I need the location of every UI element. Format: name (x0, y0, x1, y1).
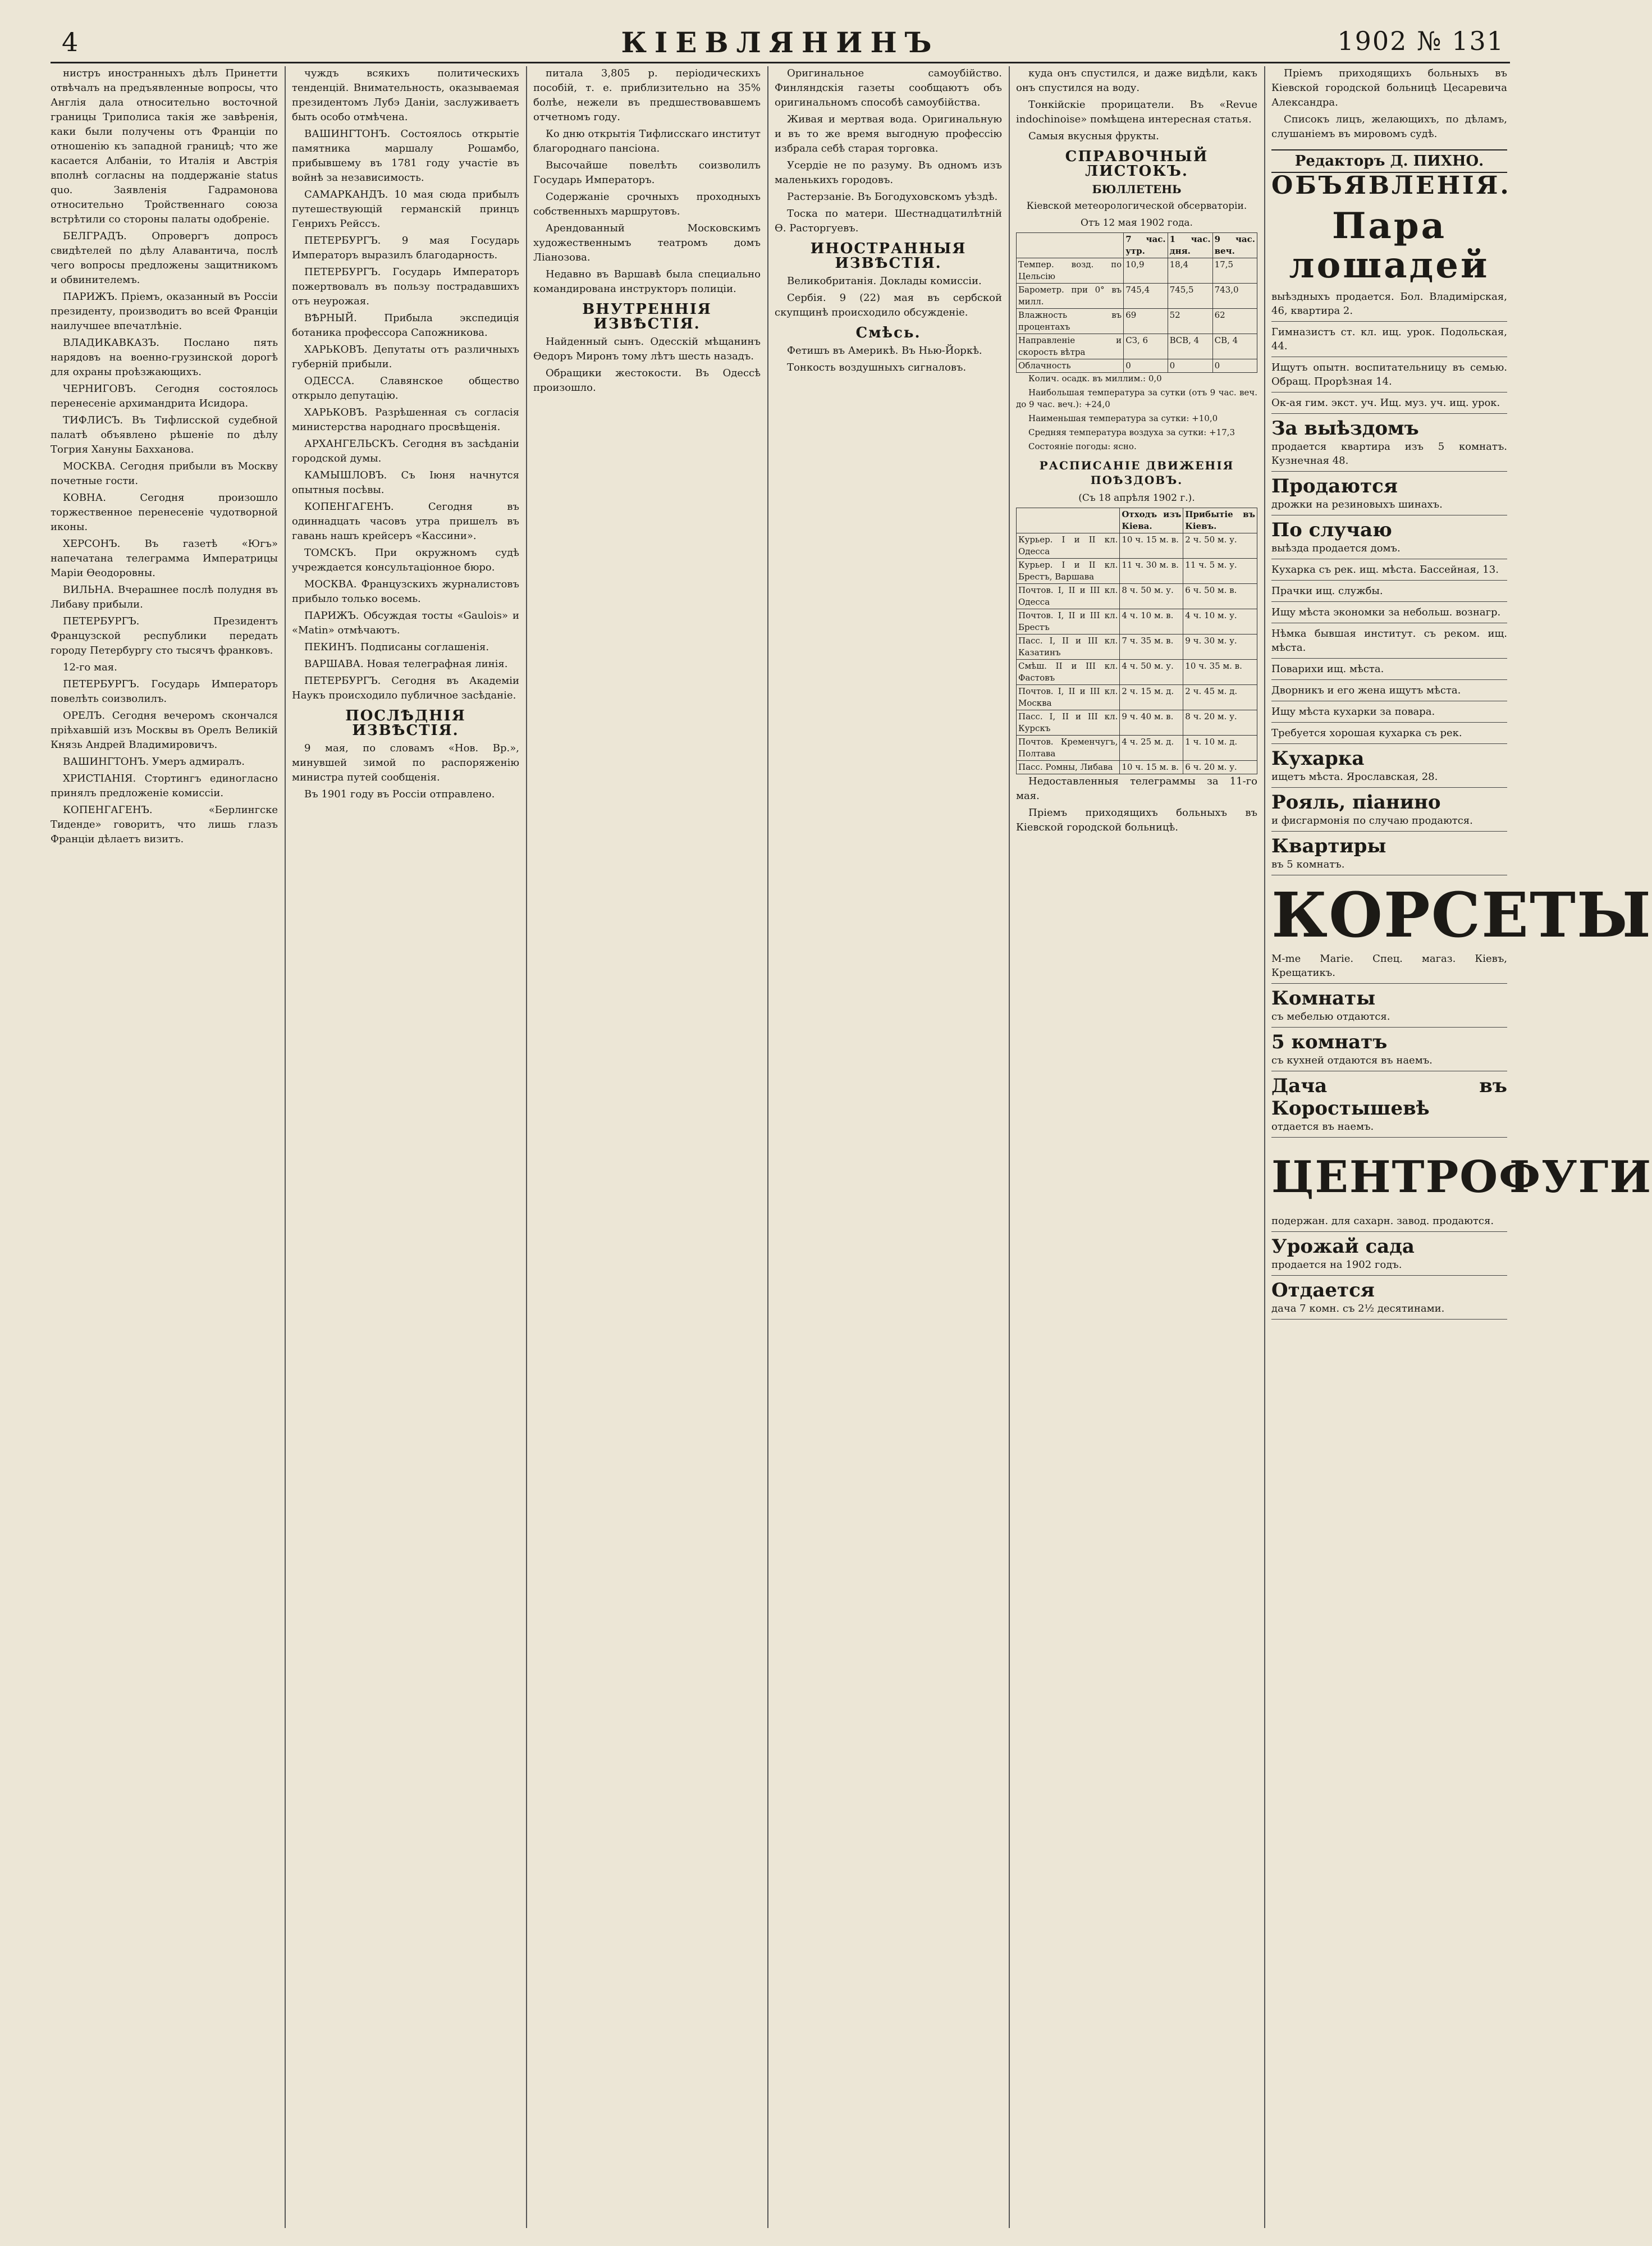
classified-ad (1271, 322, 1507, 357)
table-cell: Направленіе и скорость вѣтра (1017, 334, 1124, 359)
column-divider (526, 66, 527, 2228)
news-paragraph: ВАШИНГТОНЪ. Состоялось открытіе памятника маршалу Рошамбо, прибывшему въ 1781 году участіе въ войнѣ за независимость. (292, 128, 519, 184)
table-cell: СВ, 4 (1212, 334, 1257, 359)
ad-text: Ищутъ опытн. воспитательницу въ семью. Обращ. Прорѣзная 14. (1271, 362, 1507, 387)
news-paragraph: ЧЕРНИГОВЪ. Сегодня состоялось перенесеніе архимандрита Исидора. (51, 383, 278, 409)
classified-ad (1271, 392, 1507, 414)
ad-text: въ 5 комнатъ. (1271, 859, 1345, 870)
train-schedule-table (1016, 508, 1257, 774)
table-cell: 62 (1212, 309, 1257, 334)
table-cell: 0 (1212, 359, 1257, 373)
news-paragraph: САМАРКАНДЪ. 10 мая сюда прибылъ путешествующій германскій принцъ Генрихъ Рейссъ. (292, 189, 519, 230)
ad-headline: Кухарка (1271, 747, 1365, 770)
table-cell: Почтов. I, II и III кл. Одесса (1017, 584, 1120, 609)
classified-ad (1271, 832, 1507, 875)
table-cell: 9 ч. 30 м. у. (1183, 634, 1257, 660)
news-paragraph: Содержаніе срочныхъ проходныхъ собственныхъ маршрутовъ. (533, 191, 761, 217)
news-paragraph: ОДЕССА. Славянское общество открыло депутацію. (292, 375, 519, 401)
ad-text: Требуется хорошая кухарка съ рек. (1271, 727, 1462, 739)
column-1 (51, 66, 278, 2228)
ad-text: подержан. для сахарн. завод. продаются. (1271, 1215, 1494, 1227)
news-paragraph: Живая и мертвая вода. Оригинальную и въ то же время выгодную профессію избрала себѣ старая торговка. (775, 113, 1002, 154)
news-paragraph: ВАРШАВА. Новая телеграфная линія. (304, 658, 508, 670)
news-paragraph: ПЕТЕРБУРГЪ. 9 мая Государь Императоръ выразилъ благодарность. (292, 235, 519, 261)
news-paragraph: КОПЕНГАГЕНЪ. «Берлингске Тиденде» говоритъ, что лишь глазъ Франціи дѣлаетъ визитъ. (51, 804, 278, 845)
news-paragraph: Въ 1901 году въ Россіи отправлено. (304, 788, 495, 800)
news-paragraph: ПАРИЖЪ. Пріемъ, оказанный въ Россіи президенту, производитъ во всей Франціи наилучшее впечатлѣніе. (51, 291, 278, 332)
news-paragraph: 12-го мая. (63, 661, 117, 673)
news-paragraph: Великобританія. Доклады комиссіи. (787, 275, 982, 287)
table-row (1017, 258, 1257, 284)
classified-ad (1271, 1276, 1507, 1320)
ad-text: выѣздныхъ продается. Бол. Владимірская, 46, квартира 2. (1271, 291, 1507, 317)
table-cell: Почтов. I, II и III кл. Москва (1017, 685, 1120, 710)
table-cell: 1 ч. 10 м. д. (1183, 736, 1257, 761)
table-row (1017, 334, 1257, 359)
weather-note: Наибольшая температура за сутки (отъ 9 час. веч. до 9 час. веч.): +24,0 (1016, 387, 1257, 409)
ad-headline: Дача въ Коростышевѣ (1271, 1075, 1507, 1120)
table-cell: 0 (1168, 359, 1212, 373)
news-paragraph: куда онъ спустился, и даже видѣли, какъ онъ спустился на воду. (1016, 67, 1257, 94)
news-paragraph: ОРЕЛЪ. Сегодня вечеромъ скончался пріѣхавшій изъ Москвы въ Орелъ Великій Князь Андрей Владимировичъ. (51, 710, 278, 751)
ad-headline: Пара лошадей (1289, 205, 1490, 286)
table-cell: 18,4 (1168, 258, 1212, 284)
news-paragraph: Фетишъ въ Америкѣ. Въ Нью-Йоркѣ. (787, 345, 982, 357)
classified-ad (1271, 1232, 1507, 1276)
news-paragraph: КАМЫШЛОВЪ. Съ Іюня начнутся опытныя посѣвы. (292, 469, 519, 496)
table-row (1017, 584, 1257, 609)
misc-heading: Смѣсь. (855, 325, 921, 341)
table-row (1017, 533, 1257, 559)
table-row (1017, 634, 1257, 660)
ad-headline: Урожай сада (1271, 1235, 1415, 1258)
classified-ad (1271, 788, 1507, 832)
classified-ad (1271, 744, 1507, 788)
news-paragraph: чуждъ всякихъ политическихъ тенденцій. Внимательность, оказываемая президентомъ Лубэ Даніи, заслуживаетъ быть особо отмѣчена. (292, 67, 519, 123)
weather-table (1016, 232, 1257, 373)
table-row (1017, 685, 1257, 710)
table-header-cell: 1 час. дня. (1168, 233, 1212, 258)
ad-text: выѣзда продается домъ. (1271, 542, 1401, 554)
ad-text: отдается въ наемъ. (1271, 1121, 1374, 1133)
news-paragraph: ВАШИНГТОНЪ. Умеръ адмиралъ. (63, 756, 245, 768)
ad-headline: 5 комнатъ (1271, 1031, 1388, 1053)
ad-text: Ищу мѣста кухарки за повара. (1271, 706, 1435, 718)
news-paragraph: КОПЕНГАГЕНЪ. Сегодня въ одиннадцать часовъ утра пришелъ въ гавань нашъ крейсеръ «Кассини». (292, 501, 519, 542)
table-header-cell: Прибытіе въ Кіевъ. (1183, 508, 1257, 533)
column-4 (775, 66, 1002, 2228)
table-cell: 9 ч. 40 м. в. (1120, 710, 1183, 736)
news-paragraph: Найденный сынъ. Одесскій мѣщанинъ Ѳедоръ Миронъ тому лѣтъ шесть назадъ. (533, 336, 761, 362)
news-paragraph: Списокъ лицъ, желающихъ, по дѣламъ, слушаніемъ въ мировомъ судѣ. (1271, 113, 1507, 140)
table-cell: 2 ч. 45 м. д. (1183, 685, 1257, 710)
news-paragraph: ПЕТЕРБУРГЪ. Президентъ Французской республики передать городу Петербургу сто тысячъ франковъ. (51, 615, 278, 656)
news-paragraph: ХЕРСОНЪ. Въ газетѣ «Югъ» напечатана телеграмма Императрицы Маріи Ѳеодоровны. (51, 538, 278, 579)
column-2 (292, 66, 519, 2228)
table-cell: 11 ч. 5 м. у. (1183, 559, 1257, 584)
table-cell: Пасс. Ромны, Либава (1017, 761, 1120, 774)
news-paragraph: Высочайше повелѣть соизволилъ Государь Императоръ. (533, 159, 761, 186)
classified-ad (1271, 984, 1507, 1028)
trains-heading: РАСПИСАНІЕ ДВИЖЕНІЯ ПОѢЗДОВЪ. (1039, 459, 1234, 487)
ad-text: Гимназистъ ст. кл. ищ. урок. Подольская, 44. (1271, 326, 1507, 352)
table-cell: 0 (1124, 359, 1168, 373)
news-paragraph: КОВНА. Сегодня произошло торжественное перенесеніе чудотворной иконы. (51, 492, 278, 533)
column-divider (1009, 66, 1010, 2228)
news-paragraph: ПЕТЕРБУРГЪ. Сегодня въ Академіи Наукъ происходило публичное засѣданіе. (292, 675, 519, 701)
weather-note: Средняя температура воздуха за сутки: +17,3 (1028, 427, 1235, 437)
table-cell: 7 ч. 35 м. в. (1120, 634, 1183, 660)
news-paragraph: нистръ иностранныхъ дѣлъ Принетти отвѣчалъ на предъявленные вопросы, что Англія дала относительно восточной границы Триполиса такія же завѣренія, каки были получены отъ Франціи по отношенію къ западной границѣ; что же касается Албаніи, то Италія и Австрія вполнѣ согласны на поддержаніе status quo. Заявленія Гадрамонова относительно Тройственнаго союза встрѣтили со стороны палаты одобреніе. (51, 67, 278, 225)
table-header-cell (1017, 508, 1120, 533)
table-cell: 10,9 (1124, 258, 1168, 284)
weather-note: Наименьшая температура за сутки: +10,0 (1028, 413, 1218, 423)
issue-number: 1902 № 131 (1337, 26, 1504, 56)
column-6 (1271, 66, 1652, 2228)
news-paragraph: ПАРИЖЪ. Обсуждая тосты «Gaulois» и «Matin» отмѣчаютъ. (292, 610, 519, 636)
table-cell: 52 (1168, 309, 1212, 334)
table-cell: 6 ч. 20 м. у. (1183, 761, 1257, 774)
news-paragraph: ПЕКИНЪ. Подписаны соглашенія. (304, 641, 489, 653)
weather-note: Состояніе погоды: ясно. (1028, 441, 1137, 451)
classified-ad (1271, 515, 1507, 559)
news-paragraph: ХРИСТІАНІЯ. Стортингъ единогласно принялъ предложеніе комиссіи. (51, 773, 278, 799)
table-cell: Смѣш. II и III кл. Фастовъ (1017, 660, 1120, 685)
table-cell: 10 ч. 15 м. в. (1120, 533, 1183, 559)
table-cell: 69 (1124, 309, 1168, 334)
table-header-row (1017, 233, 1257, 258)
column-5 (1016, 66, 1257, 2228)
column-divider (767, 66, 768, 2228)
news-paragraph: Растерзаніе. Въ Богодуховскомъ уѣздѣ. (787, 191, 998, 203)
table-cell: 743,0 (1212, 284, 1257, 309)
news-paragraph: БЕЛГРАДЪ. Опровергъ допросъ свидѣтелей по дѣлу Алавантича, послѣ чего вопросы предложены защитникомъ и обвинителемъ. (51, 230, 278, 286)
ad-text: продается на 1902 годъ. (1271, 1259, 1402, 1271)
news-paragraph: Самыя вкусныя фрукты. (1028, 130, 1159, 142)
table-cell: Барометр. при 0° въ милл. (1017, 284, 1124, 309)
news-paragraph: Арендованный Московскимъ художественнымъ театромъ домъ Ліанозова. (533, 222, 761, 263)
news-paragraph: ПЕТЕРБУРГЪ. Государь Императоръ повелѣть соизволилъ. (51, 678, 278, 705)
table-cell: Курьер. I и II кл. Брестъ, Варшава (1017, 559, 1120, 584)
ad-text: Дворникъ и его жена ищутъ мѣста. (1271, 684, 1461, 696)
news-paragraph: Тоска по матери. Шестнадцатилѣтній Ѳ. Расторгуевъ. (775, 208, 1002, 234)
ad-headline: Рояль, піанино (1271, 791, 1441, 814)
news-paragraph: МОСКВА. Сегодня прибыли въ Москву почетные гости. (51, 460, 278, 487)
table-header-cell: 9 час. веч. (1212, 233, 1257, 258)
news-paragraph: ТОМСКЪ. При окружномъ судѣ учреждается консультаціонное бюро. (292, 547, 519, 573)
table-cell: 10 ч. 15 м. в. (1120, 761, 1183, 774)
column-3 (533, 66, 761, 2228)
news-paragraph: Недоставленныя телеграммы за 11-го мая. (1016, 775, 1257, 802)
newspaper-title: КІЕВЛЯНИНЪ (621, 26, 940, 59)
table-cell: Почтов. I, II и III кл. Брестъ (1017, 609, 1120, 634)
masthead (51, 22, 1510, 63)
news-paragraph: Ко дню открытія Тифлисскаго институт благороднаго пансіона. (533, 128, 761, 154)
ad-text: Ищу мѣста экономки за небольш. вознагр. (1271, 606, 1501, 618)
ad-text: M-me Marie. Спец. магаз. Кіевъ, Крещатикъ. (1271, 953, 1507, 979)
news-paragraph: Тонкость воздушныхъ сигналовъ. (787, 362, 967, 373)
table-row (1017, 736, 1257, 761)
classified-ad (1271, 414, 1507, 472)
ad-headline: Отдается (1271, 1279, 1375, 1302)
table-cell: 4 ч. 25 м. д. (1120, 736, 1183, 761)
ad-text: Поварихи ищ. мѣста. (1271, 663, 1384, 675)
reference-heading: СПРАВОЧНЫЙ ЛИСТОКЪ. (1065, 148, 1209, 180)
ad-text: ищетъ мѣста. Ярославская, 28. (1271, 771, 1438, 783)
news-paragraph: АРХАНГЕЛЬСКЪ. Сегодня въ засѣданіи городской думы. (292, 438, 519, 464)
table-cell: Пасс. I, II и III кл. Казатинъ (1017, 634, 1120, 660)
ad-headline: По случаю (1271, 519, 1392, 541)
table-cell: Темпер. возд. по Цельсію (1017, 258, 1124, 284)
latest-news-heading: ПОСЛѢДНІЯ ИЗВѢСТІЯ. (345, 707, 466, 739)
classified-ad (1271, 723, 1507, 744)
column-divider (1264, 66, 1265, 2228)
table-cell: 745,4 (1124, 284, 1168, 309)
table-cell: 4 ч. 10 м. у. (1183, 609, 1257, 634)
news-paragraph: ВЛАДИКАВКАЗЪ. Послано пять нарядовъ на военно-грузинской дорогѣ для охраны проѣзжающихъ. (51, 337, 278, 378)
table-cell: 8 ч. 50 м. у. (1120, 584, 1183, 609)
table-cell: Курьер. I и II кл. Одесса (1017, 533, 1120, 559)
ad-text: продается квартира изъ 5 комнатъ. Кузнечная 48. (1271, 441, 1507, 467)
ad-text: Прачки ищ. службы. (1271, 585, 1383, 597)
classified-ad (1271, 357, 1507, 392)
table-cell: 2 ч. 50 м. у. (1183, 533, 1257, 559)
table-cell: 11 ч. 30 м. в. (1120, 559, 1183, 584)
table-header-cell: 7 час. утр. (1124, 233, 1168, 258)
classified-ad (1271, 680, 1507, 701)
table-row (1017, 710, 1257, 736)
news-paragraph: ВѢРНЫЙ. Прибыла экспедиція ботаника профессора Сапожникова. (292, 312, 519, 339)
classified-ad (1271, 875, 1652, 984)
table-cell: Влажность въ процентахъ (1017, 309, 1124, 334)
ad-headline: КОРСЕТЫ (1271, 879, 1652, 951)
weather-note: Колич. осадк. въ миллим.: 0,0 (1028, 373, 1162, 384)
ad-headline: ЦЕНТРОФУГИ (1271, 1152, 1652, 1203)
classified-ad (1271, 581, 1507, 602)
bulletin-subtitle: Кіевской метеорологической обсерваторіи. (1026, 200, 1247, 212)
news-paragraph: ВИЛЬНА. Вчерашнее послѣ полудня въ Либаву прибыли. (51, 584, 278, 610)
page-number: 4 (62, 27, 79, 57)
classified-ad (1271, 1028, 1507, 1071)
table-cell: 4 ч. 10 м. в. (1120, 609, 1183, 634)
ad-text: Кухарка съ рек. ищ. мѣста. Бассейная, 13. (1271, 564, 1499, 576)
table-cell: Облачность (1017, 359, 1124, 373)
table-cell: Пасс. I, II и III кл. Курскъ (1017, 710, 1120, 736)
ad-text: Нѣмка бывшая институт. съ реком. ищ. мѣста. (1271, 628, 1507, 654)
classified-ad (1271, 199, 1507, 322)
ads-title: ОБЪЯВЛЕНІЯ. (1271, 171, 1511, 200)
news-paragraph: ТИФЛИСЪ. Въ Тифлисской судебной палатѣ объявлено рѣшеніе по дѣлу Тогрия Хануны Бахханова. (51, 414, 278, 455)
classified-ad (1271, 659, 1507, 680)
table-header-cell (1017, 233, 1124, 258)
classified-ad (1271, 701, 1507, 723)
ad-text: съ кухней отдаются въ наемъ. (1271, 1054, 1433, 1066)
news-paragraph: Обращики жестокости. Въ Одессѣ произошло. (533, 367, 761, 394)
news-paragraph: ХАРЬКОВЪ. Разрѣшенная съ согласія министерства народнаго просвѣщенія. (292, 407, 519, 433)
news-paragraph: Тонкійскіе прорицатели. Въ «Revue indochinoise» помѣщена интересная статья. (1016, 99, 1257, 125)
table-cell: ВСВ, 4 (1168, 334, 1212, 359)
table-row (1017, 761, 1257, 774)
table-row (1017, 359, 1257, 373)
news-paragraph: Сербія. 9 (22) мая въ сербской скупщинѣ происходило обсужденіе. (775, 292, 1002, 318)
news-paragraph: Пріемъ приходящихъ больныхъ въ Кіевской городской больницѣ. (1016, 807, 1257, 833)
table-cell: СЗ, 6 (1124, 334, 1168, 359)
table-cell: 4 ч. 50 м. у. (1120, 660, 1183, 685)
table-cell: 2 ч. 15 м. д. (1120, 685, 1183, 710)
news-paragraph: Усердіе не по разуму. Въ одномъ изъ маленькихъ городовъ. (775, 159, 1002, 186)
ad-text: съ мебелью отдаются. (1271, 1011, 1390, 1022)
classified-ad (1271, 559, 1507, 581)
table-row (1017, 559, 1257, 584)
classified-ad (1271, 1138, 1652, 1232)
classified-ad (1271, 472, 1507, 515)
ad-text: дрожки на резиновыхъ шинахъ. (1271, 499, 1443, 510)
table-cell: Почтов. Кременчугъ, Полтава (1017, 736, 1120, 761)
table-cell: 8 ч. 20 м. у. (1183, 710, 1257, 736)
classified-ad (1271, 602, 1507, 623)
bulletin-title: БЮЛЛЕТЕНЬ (1092, 182, 1182, 196)
table-cell: 17,5 (1212, 258, 1257, 284)
news-paragraph: Оригинальное самоубійство. Финляндскія газеты сообщаютъ объ оригинальномъ способѣ самоубійства. (775, 67, 1002, 108)
ad-headline: Продаются (1271, 475, 1398, 497)
editor-line: Редакторъ Д. ПИХНО. (1271, 149, 1507, 173)
table-header-cell: Отходъ изъ Кіева. (1120, 508, 1183, 533)
ad-headline: Комнаты (1271, 987, 1376, 1010)
news-paragraph: 9 мая, по словамъ «Нов. Вр.», минувшей зимой по распоряженію министра путей сообщенія. (292, 742, 519, 783)
table-cell: 745,5 (1168, 284, 1212, 309)
foreign-news-heading: ИНОСТРАННЫЯ ИЗВѢСТІЯ. (810, 240, 967, 272)
news-paragraph: ХАРЬКОВЪ. Депутаты отъ различныхъ губерній прибыли. (292, 344, 519, 370)
ad-headline: За выѣздомъ (1271, 417, 1419, 440)
ad-text: и фисгармонія по случаю продаются. (1271, 815, 1473, 827)
news-paragraph: Недавно въ Варшавѣ была специально командирована инструкторъ полиціи. (533, 268, 761, 295)
table-row (1017, 609, 1257, 634)
classified-ad (1271, 623, 1507, 659)
bulletin-date: Отъ 12 мая 1902 года. (1081, 217, 1193, 229)
table-cell: 6 ч. 50 м. в. (1183, 584, 1257, 609)
table-row (1017, 284, 1257, 309)
table-row (1017, 309, 1257, 334)
ad-text: дача 7 комн. съ 2½ десятинами. (1271, 1303, 1445, 1314)
trains-subtitle: (Съ 18 апрѣля 1902 г.). (1078, 492, 1195, 504)
column-divider (285, 66, 286, 2228)
internal-news-heading: ВНУТРЕННІЯ ИЗВѢСТІЯ. (582, 301, 712, 332)
classified-ad (1271, 1071, 1507, 1138)
table-header-row (1017, 508, 1257, 533)
news-paragraph: питала 3,805 р. періодическихъ пособій, т. е. приблизительно на 35% болѣе, нежели въ предшествовавшемъ отчетномъ году. (533, 67, 761, 123)
news-paragraph: МОСКВА. Французскихъ журналистовъ прибыло только восемь. (292, 578, 519, 605)
table-row (1017, 660, 1257, 685)
ad-text: Ок-ая гим. экст. уч. Ищ. муз. уч. ищ. урок. (1271, 397, 1500, 409)
news-paragraph: ПЕТЕРБУРГЪ. Государь Императоръ пожертвовалъ въ пользу пострадавшихъ отъ неурожая. (292, 266, 519, 307)
ad-headline: Квартиры (1271, 835, 1386, 857)
table-cell: 10 ч. 35 м. в. (1183, 660, 1257, 685)
news-paragraph: Пріемъ приходящихъ больныхъ въ Кіевской городской больницѣ Цесаревича Александра. (1271, 67, 1507, 108)
